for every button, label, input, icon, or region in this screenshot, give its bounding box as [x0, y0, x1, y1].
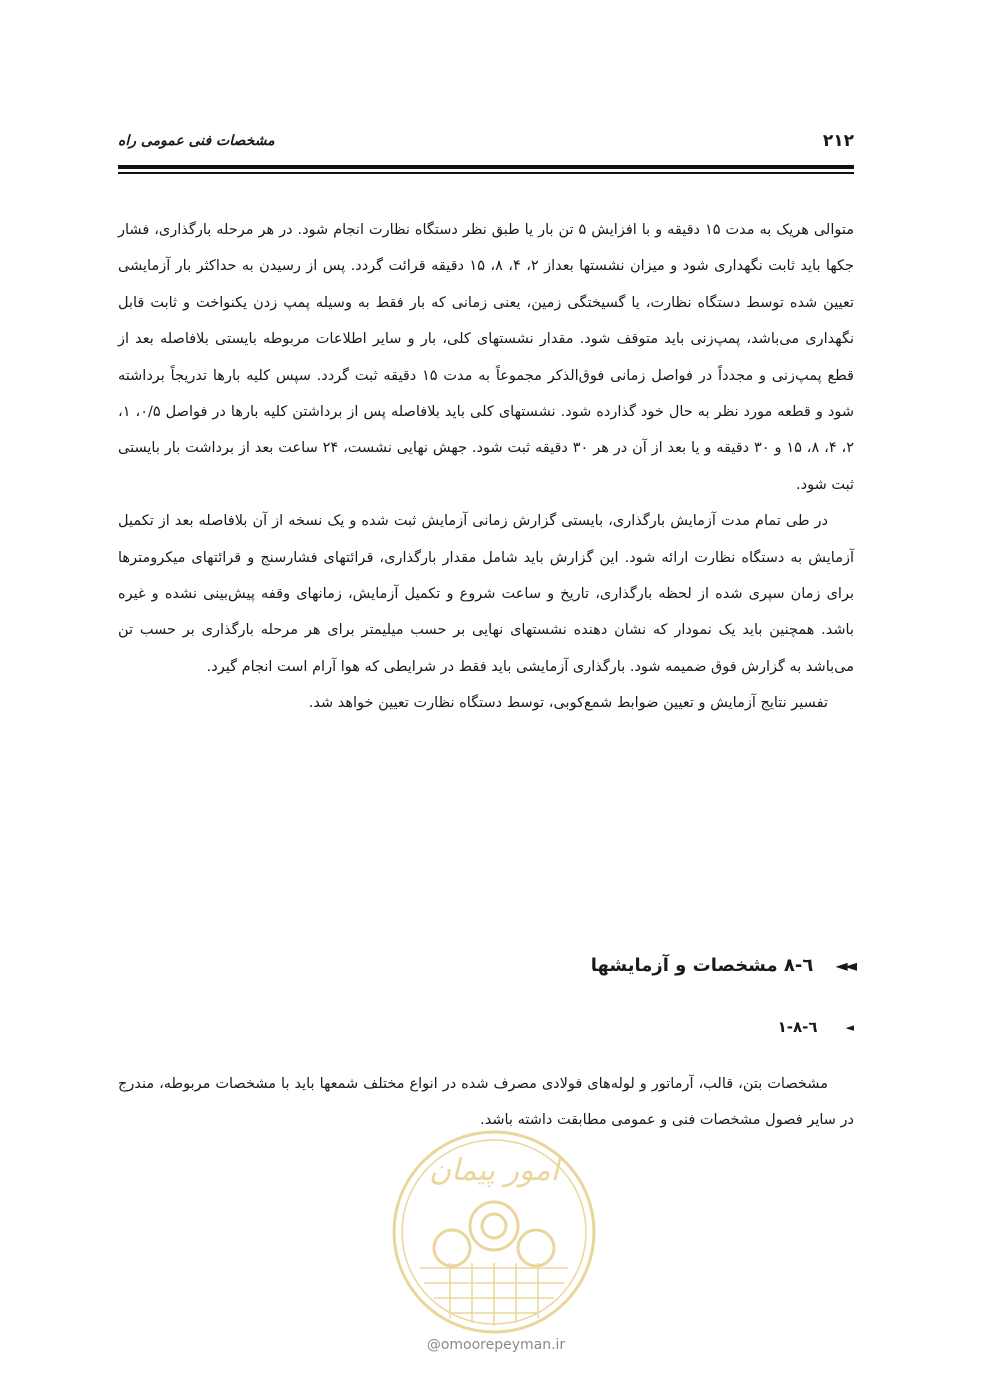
section-heading — [118, 945, 854, 985]
page-number: ۲۱۲ — [822, 131, 854, 151]
page-header — [118, 126, 854, 156]
arrow-icon: ◄ — [845, 1020, 854, 1034]
paragraph-3: تفسیر نتایج آزمایش و تعیین ضوابط شمع‌کوبی، توسط دستگاه نظارت تعیین خواهد شد. — [308, 695, 828, 712]
watermark-url: @omoorepeyman.ir — [426, 1337, 566, 1353]
watermark-logo-text: امور پیمان — [429, 1153, 559, 1188]
paragraph-2: در طی تمام مدت آزمایش بارگذاری، بایستی گزارش زمانی آزمایش ثبت شده و یک نسخه از آن بلافاصله بعد از تکمیل آزمایش به دستگاه نظارت ارائه شود. این گزارش باید شامل مقدار بارگذاری، قرائتهای فشارسنج و قرائتهای میکرومترها برای زمان سپری شده از لحظه بارگذاری، تاریخ و ساعت شروع و تکمیل آزمایش، زمانهای وقفه پیش‌بینی نشده و غیره باشد. همچنین باید یک نمودار که نشان دهنده نشستهای نهایی بر حسب میلیمتر برای هر مرحله بارگذاری بر حسب تن می‌باشد به گزارش فوق ضمیمه شود. بارگذاری آزمایشی باید فقط در شرایطی که هوا آرام است انجام گیرد. — [118, 513, 854, 675]
running-title: مشخصات فنی عمومی راه — [118, 133, 275, 149]
section-title: ٦-٨ مشخصات و آزمایشها — [590, 954, 814, 976]
subsection-heading — [118, 1012, 854, 1042]
body-text — [118, 212, 854, 722]
subsection-title: ٦-٨-١ — [777, 1018, 818, 1036]
double-arrow-icon: ◄◄ — [835, 955, 854, 975]
subsection-paragraph: مشخصات بتن، قالب، آرماتور و لوله‌های فولادی مصرف شده در انواع مختلف شمعها باید با مشخصات مربوطه، مندرج در سایر فصول مشخصات فنی و عمومی مطابقت داشته باشد. — [118, 1076, 854, 1129]
watermark-logo — [390, 1128, 598, 1336]
header-rule-thin — [118, 172, 854, 174]
header-rule-thick — [118, 165, 854, 169]
paragraph-1: متوالی هریک به مدت ۱۵ دقیقه و با افزایش ۵ تن بار یا طبق نظر دستگاه نظارت انجام شود. در هر مرحله بارگذاری، فشار جکها باید ثابت نگهداری شود و میزان نشستها بعداز ۲، ۴، ۸، ۱۵ دقیقه قرائت گردد. پس از رسیدن به حداکثر بار آزمایشی تعیین شده توسط دستگاه نظارت، یا گسیختگی زمین، یعنی زمانی که بار فقط به وسیله پمپ زدن یکنواخت و ثابت قابل نگهداری می‌باشد، پمپ‌زنی باید متوقف شود. مقدار نشستهای کلی، بار و سایر اطلاعات مربوطه بایستی بلافاصله بعد از قطع پمپ‌زنی و مجدداً در فواصل زمانی فوق‌الذکر مجموعاً به مدت ۱۵ دقیقه ثبت گردد. سپس کلیه بارها تدریجاً برداشته شود و قطعه مورد نظر به حال خود گذارده شود. نشستهای کلی باید بلافاصله پس از برداشتن کلیه بارها در فواصل ۰/۵، ۱، ۲، ۴، ۸، ۱۵ و ۳۰ دقیقه و یا بعد از آن در هر ۳۰ دقیقه ثبت شود. جهش نهایی نشست، ۲۴ ساعت بعد از برداشت بار بایستی ثبت شود. — [118, 222, 854, 493]
